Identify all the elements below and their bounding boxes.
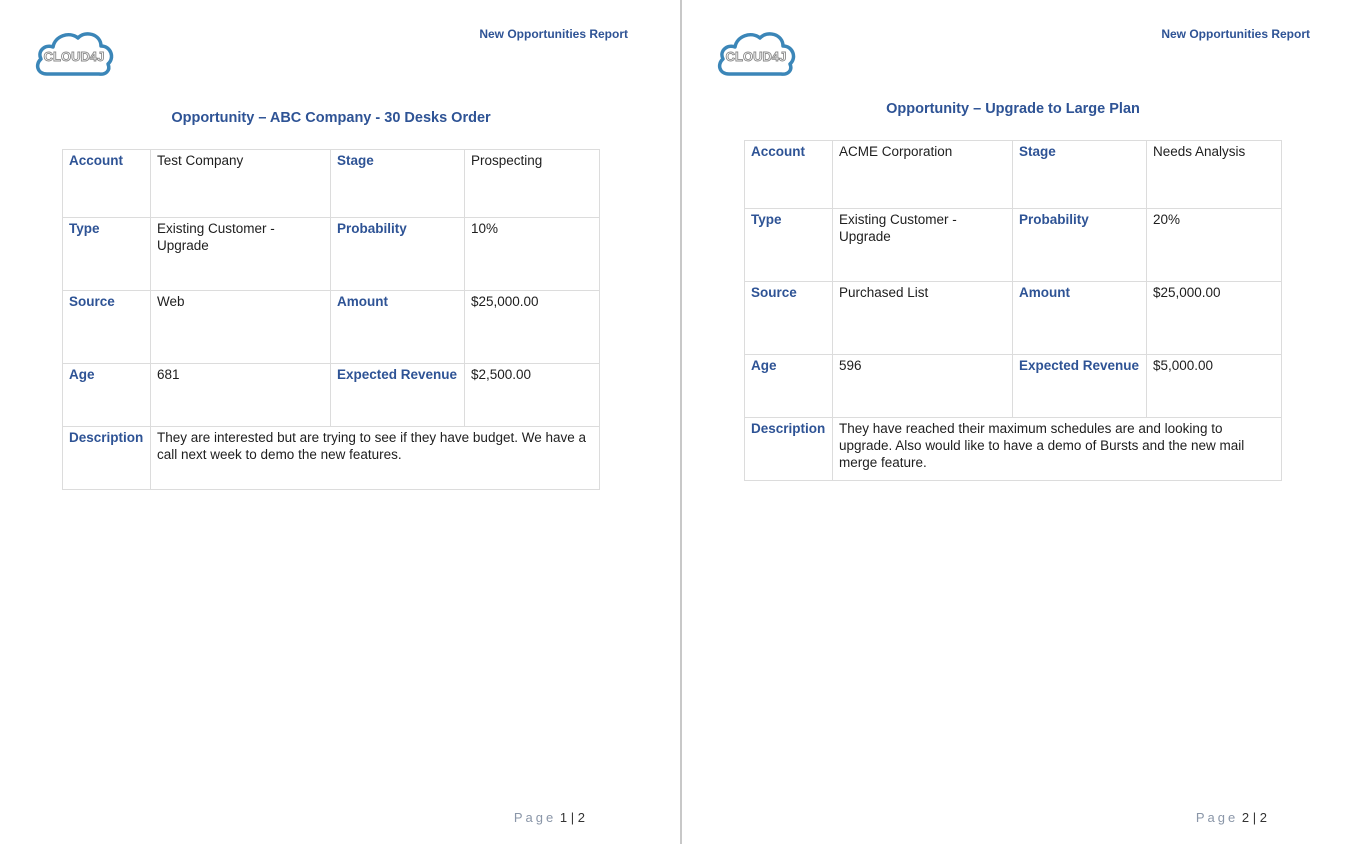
stage-value: Prospecting bbox=[465, 150, 600, 218]
expected-revenue-label: Expected Revenue bbox=[1013, 355, 1147, 418]
page-word: Page bbox=[513, 810, 557, 825]
stage-value: Needs Analysis bbox=[1147, 141, 1282, 209]
page-word: Page bbox=[1195, 810, 1239, 825]
page-total: 2 bbox=[577, 810, 585, 825]
opportunity-title: Opportunity – ABC Company - 30 Desks Order bbox=[171, 110, 491, 126]
table-row bbox=[745, 141, 1282, 209]
table-row bbox=[745, 355, 1282, 418]
opportunity-table bbox=[62, 149, 600, 490]
description-value: They are interested but are trying to see if they have budget. We have a call next week to demo the new features. bbox=[151, 427, 600, 490]
logo-text: CLOUD4J bbox=[725, 49, 787, 64]
amount-label: Amount bbox=[331, 291, 465, 364]
account-value: ACME Corporation bbox=[833, 141, 1013, 209]
cloud4j-logo bbox=[33, 26, 115, 78]
table-row bbox=[63, 150, 600, 218]
source-label: Source bbox=[63, 291, 151, 364]
amount-value: $25,000.00 bbox=[1147, 282, 1282, 355]
table-row bbox=[745, 282, 1282, 355]
account-label: Account bbox=[745, 141, 833, 209]
type-label: Type bbox=[745, 209, 833, 282]
stage-label: Stage bbox=[331, 150, 465, 218]
cloud4j-logo bbox=[715, 26, 797, 78]
probability-value: 20% bbox=[1147, 209, 1282, 282]
page-current: 1 bbox=[559, 810, 568, 825]
source-value: Purchased List bbox=[833, 282, 1013, 355]
page-2 bbox=[682, 0, 1360, 844]
opportunity-title: Opportunity – Upgrade to Large Plan bbox=[886, 101, 1140, 117]
age-value: 681 bbox=[151, 364, 331, 427]
age-label: Age bbox=[63, 364, 151, 427]
table-row bbox=[745, 418, 1282, 481]
account-value: Test Company bbox=[151, 150, 331, 218]
page-footer bbox=[1196, 810, 1267, 825]
page-current: 2 bbox=[1241, 810, 1250, 825]
page-total: 2 bbox=[1259, 810, 1267, 825]
source-label: Source bbox=[745, 282, 833, 355]
description-label: Description bbox=[745, 418, 833, 481]
description-value: They have reached their maximum schedules are and looking to upgrade. Also would like to have a demo of Bursts and the new mail merge feature. bbox=[833, 418, 1282, 481]
account-label: Account bbox=[63, 150, 151, 218]
source-value: Web bbox=[151, 291, 331, 364]
table-row bbox=[63, 218, 600, 291]
table-row bbox=[745, 209, 1282, 282]
type-value: Existing Customer - Upgrade bbox=[833, 209, 1013, 282]
report-header-title: New Opportunities Report bbox=[479, 27, 628, 41]
expected-revenue-label: Expected Revenue bbox=[331, 364, 465, 427]
stage-label: Stage bbox=[1013, 141, 1147, 209]
description-label: Description bbox=[63, 427, 151, 490]
expected-revenue-value: $2,500.00 bbox=[465, 364, 600, 427]
expected-revenue-value: $5,000.00 bbox=[1147, 355, 1282, 418]
type-value: Existing Customer - Upgrade bbox=[151, 218, 331, 291]
age-label: Age bbox=[745, 355, 833, 418]
page-footer bbox=[514, 810, 585, 825]
page-separator: | bbox=[1252, 810, 1257, 825]
type-label: Type bbox=[63, 218, 151, 291]
age-value: 596 bbox=[833, 355, 1013, 418]
table-row bbox=[63, 364, 600, 427]
table-row bbox=[63, 291, 600, 364]
report-header-title: New Opportunities Report bbox=[1161, 27, 1310, 41]
opportunity-table bbox=[744, 140, 1282, 481]
table-row bbox=[63, 427, 600, 490]
probability-label: Probability bbox=[331, 218, 465, 291]
probability-value: 10% bbox=[465, 218, 600, 291]
amount-value: $25,000.00 bbox=[465, 291, 600, 364]
logo-text: CLOUD4J bbox=[43, 49, 105, 64]
page-separator: | bbox=[570, 810, 575, 825]
amount-label: Amount bbox=[1013, 282, 1147, 355]
probability-label: Probability bbox=[1013, 209, 1147, 282]
